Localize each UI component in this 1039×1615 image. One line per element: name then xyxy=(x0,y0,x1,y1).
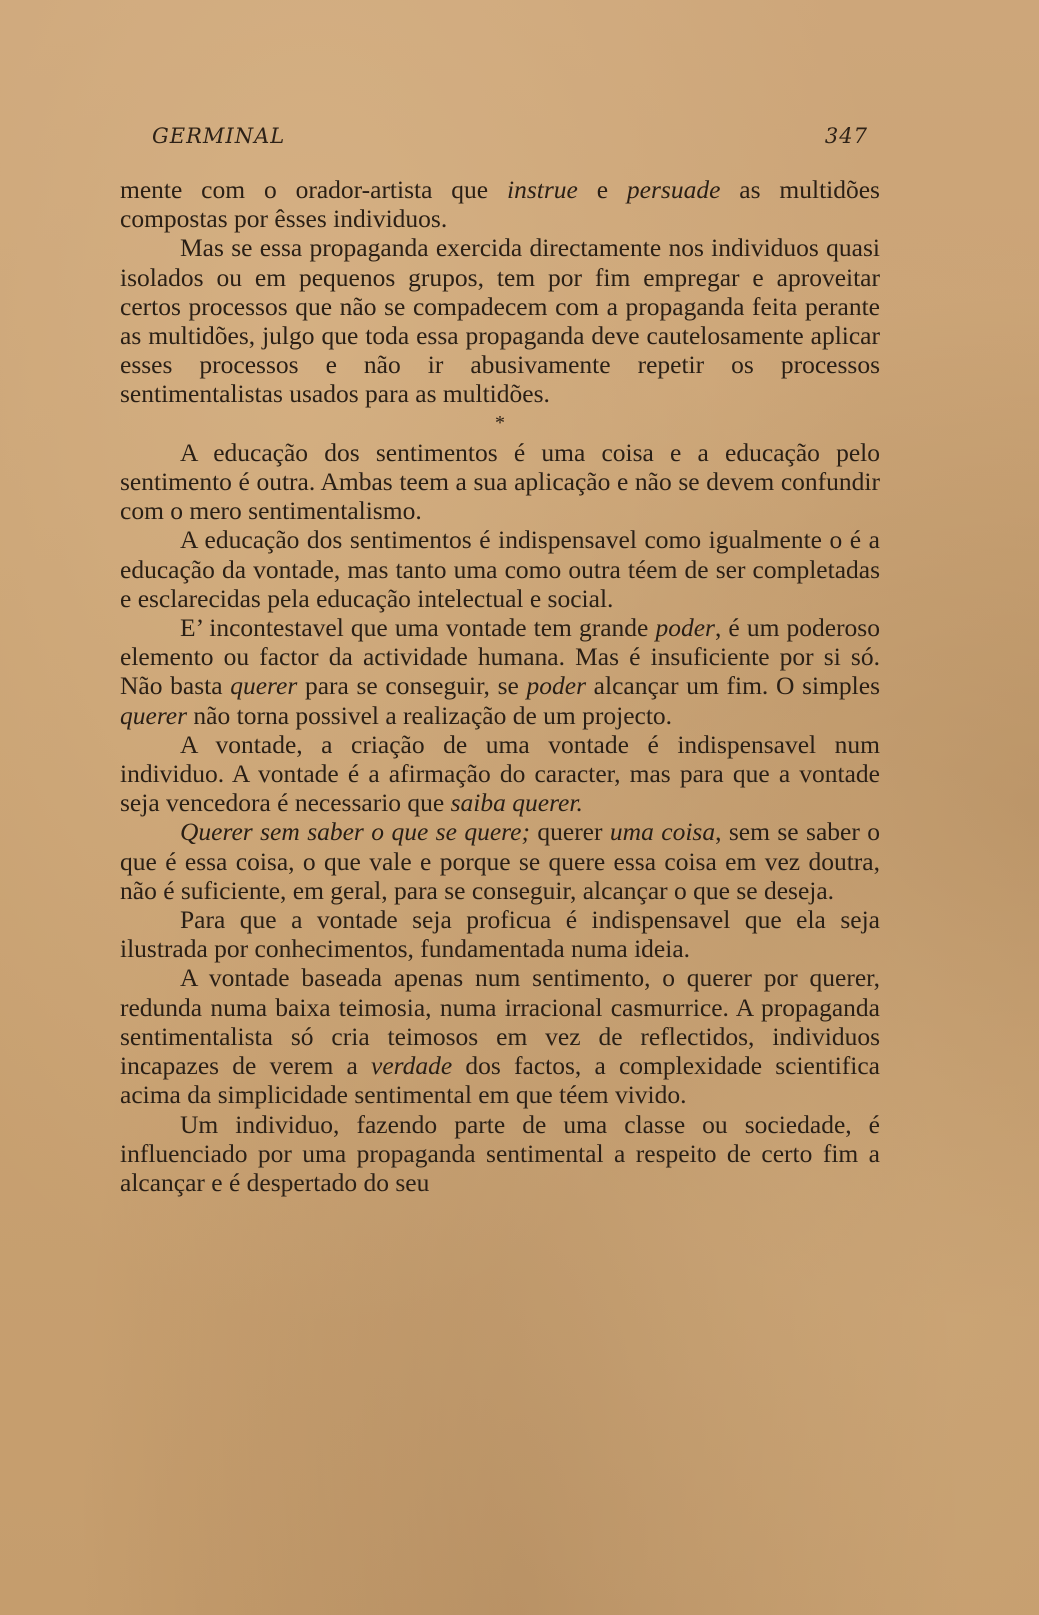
emphasis-querer: querer xyxy=(230,671,298,701)
text-run: não torna possivel a realização de um projecto. xyxy=(187,700,673,730)
emphasis-instrue: instrue xyxy=(507,175,578,204)
emphasis-persuade: persuade xyxy=(626,175,721,204)
text-run: A vontade, a criação de uma vontade é indispensavel num individuo. A vontade é a afirmação do caracter, mas para que a vontade seja vencedora é necessario que xyxy=(120,729,880,818)
emphasis-poder: poder xyxy=(526,671,586,701)
paragraph-4: A educação dos sentimentos é indispensavel como igualmente o é a educação da vontade, mas tanto uma como outra téem de ser completadas e esclarecidas pela educação intelectual e social. xyxy=(120,525,880,613)
text-run: , sem se saber o que é essa coisa, o que vale e porque se quere essa coisa em vez doutra, não é suficiente, em geral, para se conseguir, alcançar o que se deseja. xyxy=(120,817,881,905)
text-run: , é um poderoso elemento ou factor da actividade humana. Mas é insuficiente por si só. Não basta xyxy=(120,613,880,701)
text-run: as multidões compostas por êsses individuos. xyxy=(120,175,880,234)
text-run: A vontade baseada apenas num sentimento, o querer por querer, redunda numa baixa teimosia, numa irracional casmurrice. A propaganda sentimentalista só cria teimosos em vez de reflectidos, individuos incapazes de verem a xyxy=(120,963,880,1081)
text-run: dos factos, a complexidade scientifica acima da simplicidade sentimental em que téem vivido. xyxy=(120,1051,880,1110)
text-run: para se conseguir, se xyxy=(297,671,527,701)
paragraph-7 xyxy=(120,817,880,905)
emphasis-querer: querer xyxy=(120,700,188,730)
text-run: E’ incontestavel que uma vontade tem grande xyxy=(180,613,656,643)
paragraph-6 xyxy=(120,730,880,818)
paragraph-2: Mas se essa propaganda exercida directamente nos individuos quasi isolados ou em pequenos grupos, tem por fim empregar e aproveitar certos processos que não se compadecem com a propaganda feita perante as multidões, julgo que toda essa propaganda deve cautelosamente aplicar esses processos e não ir abusivamente repetir os processos sentimentalistas usados para as multidões. xyxy=(120,233,880,409)
paragraph-9 xyxy=(120,963,880,1109)
paragraph-3: A educação dos sentimentos é uma coisa e a educação pelo sentimento é outra. Ambas teem a sua aplicação e não se devem confundir com o mero sentimentalismo. xyxy=(120,437,880,526)
emphasis-saiba-querer: saiba querer. xyxy=(450,788,583,818)
running-title: GERMINAL xyxy=(152,124,286,148)
page-number: 347 xyxy=(824,124,868,148)
emphasis-uma-coisa: uma coisa xyxy=(609,817,716,847)
emphasis-poder: poder xyxy=(655,613,715,643)
emphasis-querer-sem-saber: Querer sem saber o que se quere; xyxy=(180,817,530,847)
paragraph-1 xyxy=(120,175,880,233)
paragraph-8: Para que a vontade seja proficua é indispensavel que ela seja ilustrada por conhecimentos, fundamentada numa ideia. xyxy=(120,905,880,964)
emphasis-verdade: verdade xyxy=(371,1051,453,1081)
running-head xyxy=(152,124,868,154)
text-run: querer xyxy=(529,817,610,847)
section-separator: * xyxy=(495,411,505,434)
text-run: e xyxy=(577,175,627,204)
text-run: mente com o orador-artista que xyxy=(120,175,507,204)
body-text xyxy=(120,175,880,1197)
text-run: alcançar um fim. O simples xyxy=(586,671,880,701)
paragraph-10: Um individuo, fazendo parte de uma classe ou sociedade, é influenciado por uma propaganda sentimental a respeito de certo fim a alcançar e é despertado do seu xyxy=(120,1109,880,1197)
paragraph-5 xyxy=(120,613,880,730)
